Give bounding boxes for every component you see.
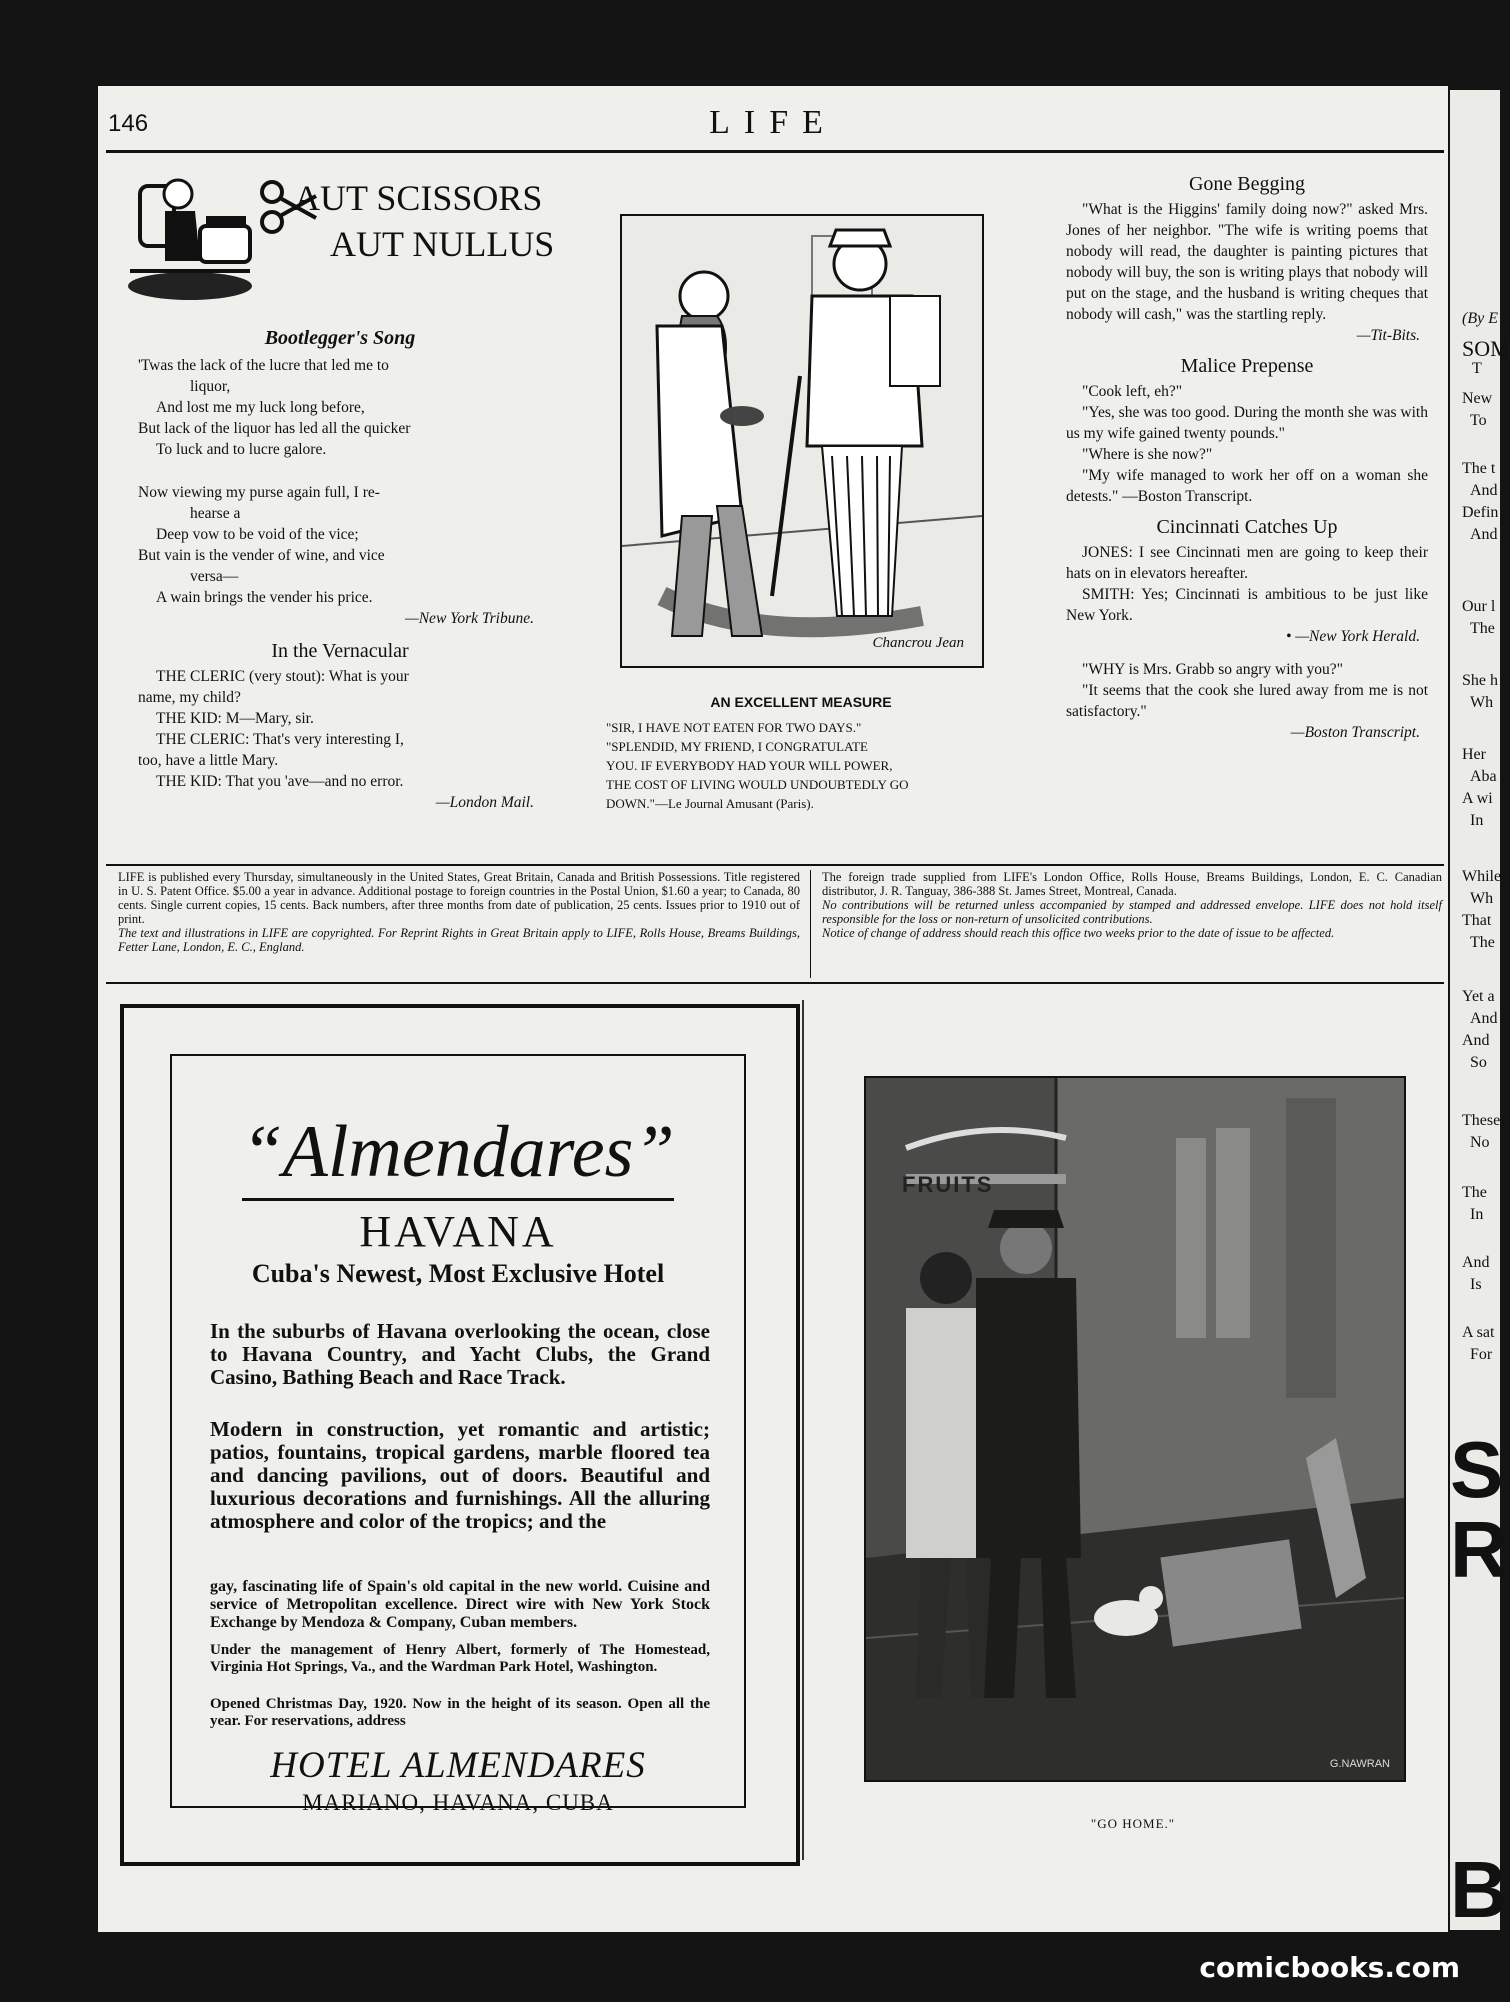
malice-para: "My wife managed to work her off on a woman she detests." —Boston Transcript. <box>1066 467 1428 505</box>
facing-page-line: A sat <box>1462 1324 1495 1341</box>
illustration-caption: "GO HOME." <box>1090 1816 1176 1831</box>
ad-paragraph-location: In the suburbs of Havana overlooking the ocean, close to Havana Country, and Yacht Clubs, the Grand Casino, Bathing Beach and Race Track. <box>210 1319 710 1389</box>
site-watermark: comicbooks.com <box>1199 1951 1460 1984</box>
facing-page-line: That <box>1462 912 1492 929</box>
facing-page-line: For <box>1470 1346 1493 1363</box>
publication-info-left <box>118 870 800 954</box>
facing-page-line: These <box>1462 1112 1501 1129</box>
ad-subtitle: Cuba's Newest, Most Exclusive Hotel <box>251 1259 665 1288</box>
address-change-notice: Notice of change of address should reach this office two weeks prior to the date of issue to be affected. <box>822 926 1335 940</box>
facing-page-line: And <box>1470 482 1498 499</box>
facing-page-line: The <box>1462 1184 1487 1201</box>
gone-begging-text: "What is the Higgins' family doing now?" asked Mrs. Jones of her neighbor. "The wife is writing poems that nobody will read, the daughter is painting pictures that nobody will buy, the son is writing plays that nobody will put on the stage, and the husband is writing cheques that nobody will cash," was the startling reply. <box>1066 201 1428 323</box>
cincinnati-source: • —New York Herald. <box>1285 628 1420 645</box>
verse-line: 'Twas the lack of the lucre that led me to <box>138 357 389 374</box>
facing-page-line: SOM <box>1462 336 1510 361</box>
advertisement-inner-frame <box>170 1054 746 1815</box>
verse-line: But vain is the vender of wine, and vice <box>138 547 385 564</box>
facing-page-line: In <box>1470 1206 1484 1223</box>
verse-line: And lost me my luck long before, <box>156 399 365 416</box>
dialogue-line: THE KID: M—Mary, sir. <box>156 710 314 727</box>
facing-page-line: The t <box>1462 460 1496 477</box>
cartoon-caption <box>606 718 996 813</box>
typewriter-illustration-icon <box>120 166 260 306</box>
facing-page-line: The <box>1470 620 1495 637</box>
verse-line: To luck and to lucre galore. <box>156 441 327 458</box>
facing-page-line: Our l <box>1462 598 1496 615</box>
facing-page-line: So <box>1470 1054 1487 1071</box>
verse-line: But lack of the liquor has led all the quicker <box>138 420 411 437</box>
facing-page-line: A wi <box>1462 790 1493 807</box>
facing-page-line: And <box>1470 526 1498 543</box>
facing-page-ad-letter: R <box>1450 1505 1508 1594</box>
facing-page-line: While <box>1462 868 1502 885</box>
bootleggers-song-source: —New York Tribune. <box>404 610 534 627</box>
verse-line: hearse a <box>190 505 241 522</box>
dialogue-line: THE CLERIC: That's very interesting I, <box>156 731 404 748</box>
cartoon-caption-title: AN EXCELLENT MEASURE <box>710 694 892 710</box>
facing-page-line: The <box>1470 934 1495 951</box>
verse-line: A wain brings the vender his price. <box>156 589 373 606</box>
dialogue-line: THE CLERIC (very stout): What is your <box>156 668 409 685</box>
fruits-sign: FRUITS <box>902 1172 994 1197</box>
hotel-advertisement <box>120 1004 800 1866</box>
facing-page-line: Wh <box>1470 890 1494 907</box>
ad-paragraph-features: Modern in construction, yet romantic and artistic; patios, fountains, tropical gardens, marble floored tea and dancing pavilions, out of doors. Beautiful and luxurious decorations and furnishings. All the alluring atmosphere and color of the tropics; and the <box>210 1417 710 1533</box>
gone-begging-source: —Tit-Bits. <box>1356 327 1420 344</box>
info-rule-bottom <box>106 982 1444 984</box>
malice-title: Malice Prepense <box>1180 355 1314 377</box>
malice-para: "Where is she now?" <box>1082 446 1213 463</box>
publication-info-text: LIFE is published every Thursday, simultaneously in the United States, Great Britain, Canada and British Possessions. Title registered in U. S. Patent Office. $5.00 a year in advance. Additional postage to foreign countries in the Postal Union, $1.60 a year; to Canada, 80 cents. Single current copies, 15 cents. Back numbers, after three months from date of publication, 25 cents. Issues prior to 1910 out of print. <box>118 870 800 926</box>
magazine-page <box>98 86 1448 1932</box>
cartoon-signature: Chancrou Jean <box>872 635 964 651</box>
caption-line: "SPLENDID, MY FRIEND, I CONGRATULATE <box>606 739 868 754</box>
illustration-signature: G.NAWRAN <box>1329 1758 1390 1770</box>
dialogue-line: THE KID: That you 'ave—and no error. <box>156 773 404 790</box>
column-three <box>1066 174 1428 743</box>
cartoon-drawing <box>622 216 982 666</box>
facing-page-line: Her <box>1462 746 1486 763</box>
facing-page-ad-letter: S <box>1450 1425 1504 1514</box>
scissors-heading-line1: AUT SCISSORS <box>294 178 543 218</box>
cincinnati-title: Cincinnati Catches Up <box>1156 516 1338 538</box>
contributions-notice: No contributions will be returned unless accompanied by stamped and addressed envelope. LIFE does not hold itself responsible for the loss or non-return of unsolicited contributions. <box>822 898 1442 926</box>
dialogue-line: too, have a little Mary. <box>138 752 279 769</box>
ad-address: MARIANO, HAVANA, CUBA <box>302 1790 614 1815</box>
vernacular-source: —London Mail. <box>435 794 534 811</box>
verse-line: liquor, <box>190 378 231 395</box>
scissors-heading-line2: AUT NULLUS <box>330 224 555 264</box>
illustration-go-home <box>864 1076 1406 1782</box>
facing-page-line: And <box>1462 1032 1490 1049</box>
malice-para: "Yes, she was too good. During the month she was with us my wife gained twenty pounds." <box>1066 404 1428 442</box>
facing-page-line: No <box>1470 1134 1490 1151</box>
verse-line: Now viewing my purse again full, I re- <box>138 484 380 501</box>
bootleggers-song <box>138 328 542 813</box>
facing-page-line: To <box>1470 412 1487 429</box>
cartoon-beggar-and-gentleman <box>620 214 984 668</box>
caption-line: "SIR, I HAVE NOT EATEN FOR TWO DAYS." <box>606 720 862 735</box>
header-rule <box>106 150 1444 153</box>
facing-page-line: And <box>1470 1010 1498 1027</box>
facing-page-line: Aba <box>1470 768 1497 785</box>
ad-divider <box>242 1198 674 1201</box>
publication-info-right <box>822 870 1442 940</box>
facing-page-line: She h <box>1462 672 1498 689</box>
bottom-divider <box>802 1000 804 1860</box>
gone-begging-title: Gone Begging <box>1188 173 1306 195</box>
ad-paragraph-management: Under the management of Henry Albert, formerly of The Homestead, Virginia Hot Springs, Va., and the Wardman Park Hotel, Washington. <box>210 1642 710 1675</box>
facing-page-line: New <box>1462 390 1493 407</box>
ad-hotel-name: “Almendares” <box>241 1111 675 1193</box>
cincinnati-para: JONES: I see Cincinnati men are going to keep their hats on in elevators hereafter. <box>1066 544 1428 582</box>
ad-city: HAVANA <box>359 1207 557 1256</box>
grabb-source: —Boston Transcript. <box>1290 724 1420 741</box>
facing-page-line: In <box>1470 812 1484 829</box>
grabb-para: "It seems that the cook she lured away from me is not satisfactory." <box>1066 682 1428 720</box>
facing-page-line: (By E <box>1462 310 1498 327</box>
cincinnati-para: SMITH: Yes; Cincinnati is ambitious to be just like New York. <box>1066 586 1428 624</box>
info-divider <box>810 870 811 978</box>
magazine-title: LIFE <box>709 104 837 141</box>
facing-page-line: Yet a <box>1462 988 1495 1005</box>
facing-page-line: Is <box>1470 1276 1482 1293</box>
facing-page-ad-letter: B <box>1450 1845 1508 1934</box>
ad-hotel-signature: HOTEL ALMENDARES <box>270 1745 646 1786</box>
caption-line: THE COST OF LIVING WOULD UNDOUBTEDLY GO <box>606 777 909 792</box>
malice-para: "Cook left, eh?" <box>1082 383 1183 400</box>
bootleggers-song-title: Bootlegger's Song <box>264 327 416 349</box>
dialogue-line: name, my child? <box>138 689 241 706</box>
verse-line: versa— <box>190 568 239 585</box>
facing-page-fragment <box>1450 90 1510 1934</box>
caption-line: DOWN."—Le Journal Amusant (Paris). <box>606 796 814 811</box>
page-number: 146 <box>108 110 149 137</box>
info-rule-top <box>106 864 1444 866</box>
ad-paragraph-cuisine: gay, fascinating life of Spain's old capital in the new world. Cuisine and service of Metropolitan excellence. Direct wire with New York Stock Exchange by Mendoza & Company, Cuban members. <box>210 1578 710 1631</box>
caption-line: YOU. IF EVERYBODY HAD YOUR WILL POWER, <box>606 758 893 773</box>
verse-line: Deep vow to be void of the vice; <box>156 526 359 543</box>
vernacular-title: In the Vernacular <box>271 640 409 662</box>
grabb-para: "WHY is Mrs. Grabb so angry with you?" <box>1082 661 1343 678</box>
ad-paragraph-opening: Opened Christmas Day, 1920. Now in the height of its season. Open all the year. For reservations, address <box>210 1696 710 1729</box>
facing-page-line: Wh <box>1470 694 1494 711</box>
facing-page-line: T <box>1472 360 1482 377</box>
facing-page-line: And <box>1462 1254 1490 1271</box>
copyright-notice: The text and illustrations in LIFE are copyrighted. For Reprint Rights in Great Britain apply to LIFE, Rolls House, Breams Buildings, Fetter Lane, London, E. C., England. <box>118 926 800 954</box>
facing-page-line: Defin <box>1462 504 1499 521</box>
distribution-info: The foreign trade supplied from LIFE's London Office, Rolls House, Breams Buildings, London, E. C. Canadian distributor, J. R. Tanguay, 386-388 St. James Street, Montreal, Canada. <box>822 870 1442 898</box>
